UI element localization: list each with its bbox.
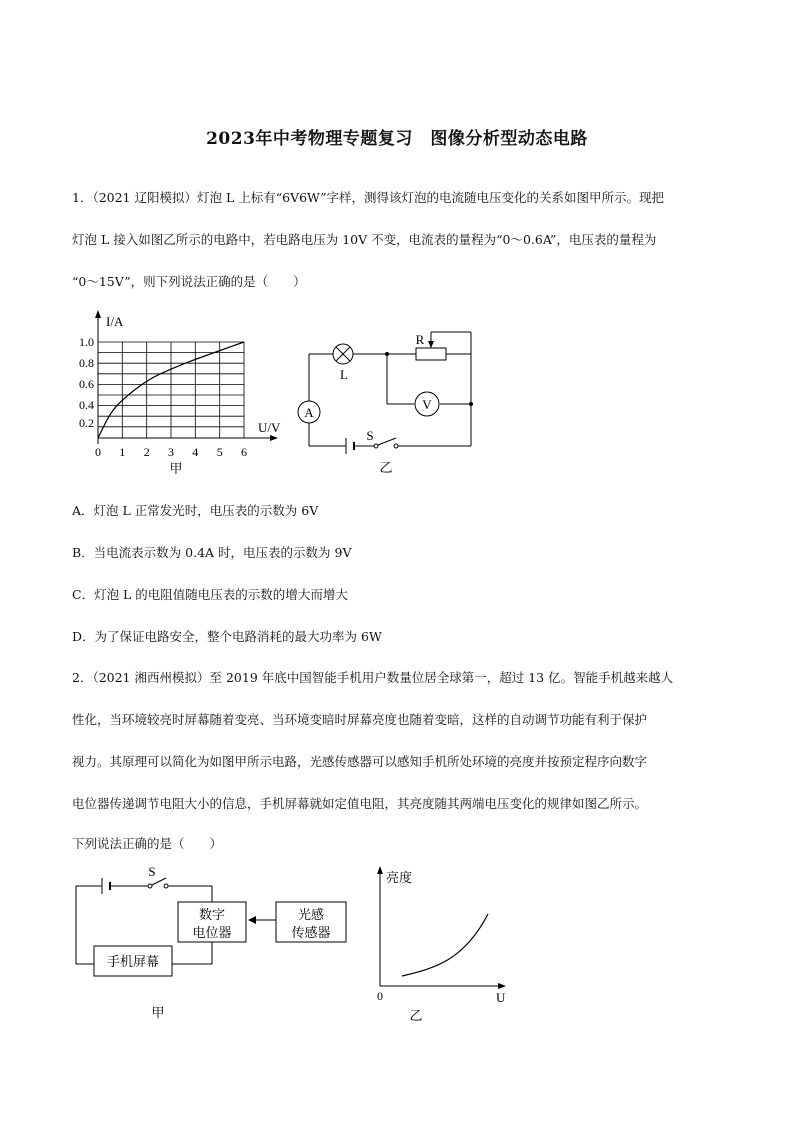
voltmeter-label: V (422, 397, 432, 412)
signal-arrow (248, 916, 256, 924)
rheostat-slider-arrow (428, 341, 434, 348)
q1-graph-grid (98, 342, 244, 438)
q1-line-3: “0～15V”，则下列说法正确的是（ ） (72, 274, 306, 289)
q1-ytick-0.8: 0.8 (79, 356, 94, 370)
q2-graph-ylabel: 亮度 (386, 871, 413, 886)
q2-switch-label: S (148, 864, 156, 879)
light-sensor-label-2: 传感器 (291, 926, 331, 941)
q1-ytick-0.6: 0.6 (79, 377, 94, 391)
q1-option-c: C．灯泡 L 的电阻值随电压表的示数的增大而增大 (72, 587, 348, 602)
lamp-symbol (333, 344, 353, 364)
q2-circuit (66, 862, 356, 1022)
q1-graph-x-arrow (270, 435, 278, 441)
q1-ytick-0.4: 0.4 (79, 398, 94, 412)
q2-circuit-caption: 甲 (151, 1006, 165, 1021)
q1-xtick-3: 3 (168, 445, 174, 459)
q2-line-1: 2．（2021 湘西州模拟）至 2019 年底中国智能手机用户数量位居全球第一，超过 13 亿。智能手机越来越人 (72, 670, 674, 685)
q1-ytick-1.0: 1.0 (79, 335, 94, 349)
digital-potentiometer-label-1: 数字 (198, 908, 226, 923)
phone-screen-label: 手机屏幕 (106, 955, 160, 970)
q1-line-2: 灯泡 L 接入如图乙所示的电路中，若电路电压为 10V 不变，电流表的量程为“0～0.6A”，电压表的量程为 (72, 232, 657, 247)
switch-label: S (366, 428, 374, 443)
page-title: 2023年中考物理专题复习 图像分析型动态电路 (206, 129, 588, 149)
q2-graph-x-arrow (498, 983, 506, 989)
q1-xtick-2: 2 (143, 445, 150, 459)
q2-graph-curve (402, 914, 488, 976)
q1-graph (66, 306, 296, 478)
battery-symbol (102, 878, 110, 894)
junction-dot (469, 402, 473, 406)
junction-dot (385, 352, 389, 356)
q2-line-4: 电位器传递调节电阻大小的信息，手机屏幕就如定值电阻，其亮度随其两端电压变化的规律如图乙所示。 (72, 796, 648, 811)
q1-xtick-6: 6 (241, 445, 247, 459)
q1-graph-y-arrow (95, 310, 101, 318)
q1-option-b: B．当电流表示数为 0.4A 时，电压表的示数为 9V (72, 545, 352, 560)
q1-ytick-0.2: 0.2 (79, 416, 94, 430)
q1-circuit (290, 326, 490, 478)
q1-xtick-1: 1 (119, 445, 126, 459)
q1-graph-caption: 甲 (169, 462, 183, 477)
rheostat-label: R (415, 332, 425, 347)
rheostat-symbol (416, 348, 446, 360)
q1-xtick-0: 0 (95, 445, 101, 459)
q1-line-1: 1．（2021 辽阳模拟）灯泡 L 上标有“6V6W”字样，测得该灯泡的电流随电压变化的关系如图甲所示。现把 (72, 190, 665, 205)
switch-symbol (374, 438, 398, 448)
q1-graph-xlabel: U/V (258, 420, 281, 435)
q2-graph-caption: 乙 (409, 1009, 423, 1024)
q2-graph-origin: 0 (377, 989, 383, 1003)
battery-symbol (346, 438, 354, 454)
q1-xtick-5: 5 (216, 445, 223, 459)
q1-option-d: D．为了保证电路安全，整个电路消耗的最大功率为 6W (72, 629, 382, 644)
q1-circuit-caption: 乙 (379, 461, 393, 476)
lamp-label: L (340, 367, 348, 382)
q1-graph-ylabel: I/A (106, 314, 124, 329)
q2-line-2: 性化，当环境较亮时屏幕随着变亮、当环境变暗时屏幕亮度也随着变暗，这样的自动调节功能有利于保护 (72, 712, 648, 727)
switch-symbol (148, 878, 168, 888)
q1-xtick-4: 4 (192, 445, 199, 459)
q2-graph-xlabel: U (496, 990, 506, 1005)
digital-potentiometer-label-2: 电位器 (192, 926, 232, 941)
ammeter-label: A (304, 405, 314, 420)
q2-line-3: 视力。其原理可以简化为如图甲所示电路，光感传感器可以感知手机所处环境的亮度并按预定程序向数字 (72, 754, 648, 769)
light-sensor-label-1: 光感 (297, 908, 325, 923)
q2-graph (366, 860, 516, 1026)
q2-graph-y-arrow (377, 866, 383, 874)
q2-line-5: 下列说法正确的是（ ） (72, 836, 223, 851)
q1-option-a: A．灯泡 L 正常发光时，电压表的示数为 6V (72, 503, 319, 518)
